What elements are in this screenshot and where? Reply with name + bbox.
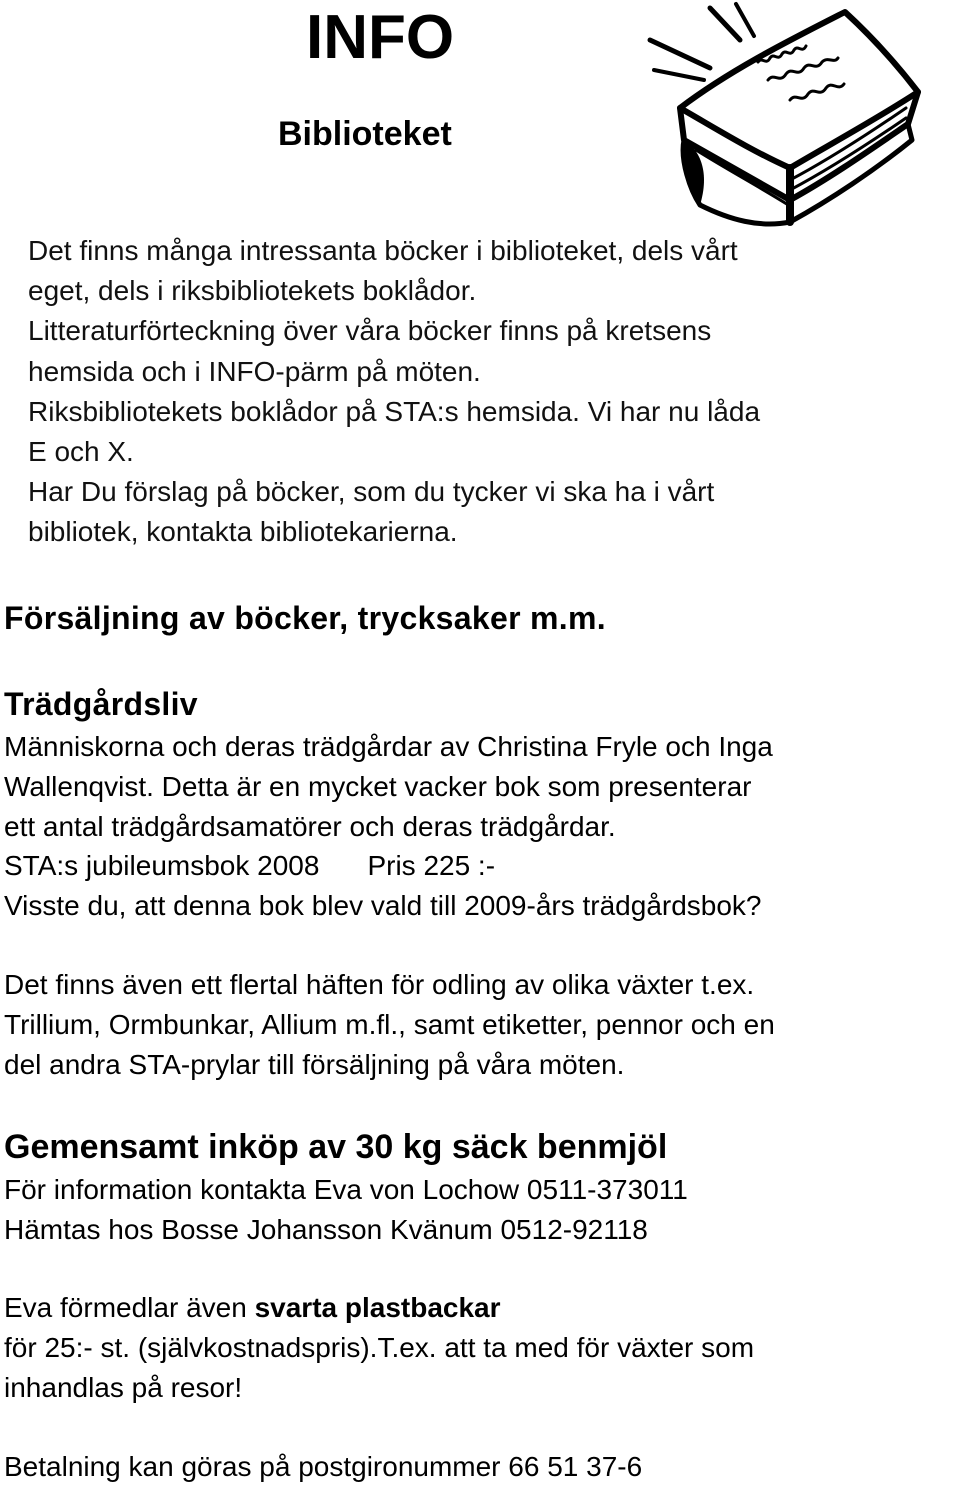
section-title-library: Biblioteket	[278, 115, 452, 153]
text-line: inhandlas på resor!	[4, 1371, 243, 1403]
text-line: Människorna och deras trädgårdar av Christina Fryle och Inga	[4, 731, 773, 762]
text-line: bibliotek, kontakta bibliotekarierna.	[28, 516, 458, 548]
open-book-icon	[640, 0, 930, 232]
text-line: Hämtas hos Bosse Johansson Kvänum 0512-92118	[4, 1213, 648, 1245]
jubilee-label: STA:s jubileumsbok 2008	[4, 850, 320, 882]
text-line: Har Du förslag på böcker, som du tycker vi ska ha i vårt	[28, 476, 715, 508]
text-line	[4, 1288, 754, 1328]
payment-info: Betalning kan göras på postgironummer 66 51 37-6	[4, 1451, 643, 1482]
booklets-paragraph	[4, 965, 775, 1084]
text-line: Trillium, Ormbunkar, Allium m.fl., samt etiketter, pennor och en	[4, 1008, 775, 1040]
library-paragraph	[28, 231, 760, 553]
text-line: Litteraturförteckning över våra böcker finns på kretsens	[28, 315, 712, 347]
jubilee-line	[4, 846, 773, 886]
text-line: Wallenqvist. Detta är en mycket vacker bok som presenterar	[4, 770, 752, 802]
text-line: del andra STA-prylar till försäljning på våra möten.	[4, 1048, 625, 1080]
purchase-contact	[4, 1170, 688, 1250]
text-line: Riksbibliotekets boklådor på STA:s hemsida. Vi har nu låda	[28, 395, 761, 427]
text-line: Det finns många intressanta böcker i biblioteket, dels vårt	[28, 235, 738, 266]
book-description	[4, 727, 773, 926]
text-line: Det finns även ett flertal häften för odling av olika växter t.ex.	[4, 969, 755, 1000]
section-heading-sale: Försäljning av böcker, trycksaker m.m.	[4, 600, 606, 636]
text-line: Visste du, att denna bok blev vald till 2009-års trädgårdsbok?	[4, 890, 762, 922]
text-line: för 25:- st. (självkostnadspris).T.ex. att ta med för växter som	[4, 1331, 755, 1363]
text-line: eget, dels i riksbibliotekets boklådor.	[28, 275, 477, 307]
page-title: INFO	[306, 3, 455, 72]
text-line: E och X.	[28, 436, 134, 468]
eva-prefix: Eva förmedlar även	[4, 1292, 255, 1323]
crates-highlight: svarta plastbackar	[254, 1292, 501, 1323]
book-price: Pris 225 :-	[367, 850, 496, 882]
plastic-crates-paragraph	[4, 1288, 754, 1407]
text-line: För information kontakta Eva von Lochow 0511-373011	[4, 1174, 688, 1205]
text-line: ett antal trädgårdsamatörer och deras trädgårdar.	[4, 810, 616, 842]
section-heading-purchase: Gemensamt inköp av 30 kg säck benmjöl	[4, 1128, 668, 1166]
text-line: hemsida och i INFO-pärm på möten.	[28, 355, 481, 387]
book-title: Trädgårdsliv	[4, 686, 198, 722]
